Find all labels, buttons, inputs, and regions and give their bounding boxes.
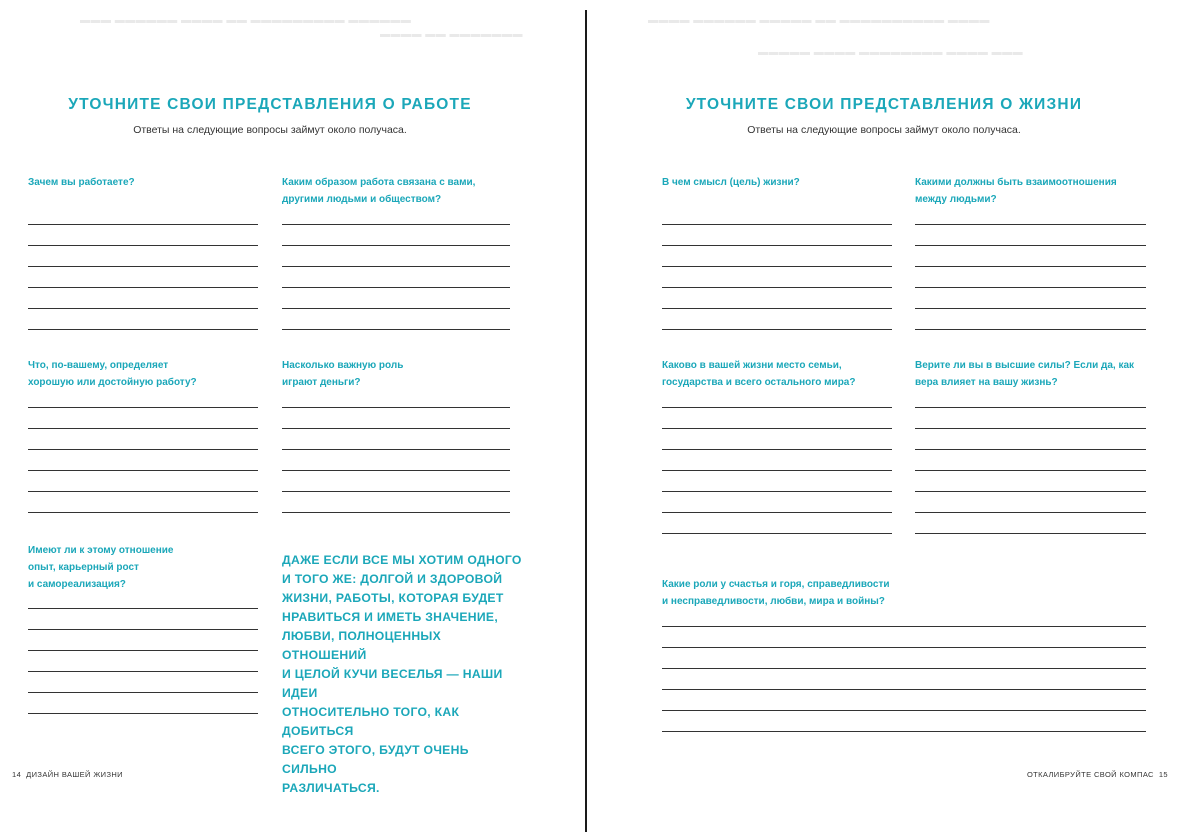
question-line: другими людьми и обществом?: [282, 194, 442, 205]
question-money-role: [282, 357, 522, 391]
page-subtitle: Ответы на следующие вопросы займут около получаса.: [747, 124, 1021, 136]
left-footer: [12, 770, 123, 779]
answer-lines[interactable]: [282, 407, 510, 533]
question-line: хорошую или достойную работу?: [28, 377, 197, 388]
question-line: Имеют ли к этому отношение: [28, 545, 174, 556]
quote-line: ЖИЗНИ, РАБОТЫ, КОТОРАЯ БУДЕТ: [282, 591, 504, 605]
question-line: Насколько важную роль: [282, 360, 404, 371]
answer-lines[interactable]: [662, 407, 892, 554]
page-title: УТОЧНИТЕ СВОИ ПРЕДСТАВЛЕНИЯ О ЖИЗНИ: [685, 96, 1083, 113]
question-relationships: [915, 174, 1165, 208]
question-line: и несправедливости, любви, мира и войны?: [662, 596, 885, 607]
question-line: Каким образом работа связана с вами,: [282, 177, 476, 188]
show-through-text: ▬▬▬▬ ▬▬ ▬▬▬▬▬▬▬: [380, 29, 524, 40]
answer-lines[interactable]: [282, 224, 510, 350]
quote-line: ВСЕГО ЭТОГО, БУДУТ ОЧЕНЬ СИЛЬНО: [282, 743, 469, 776]
question-line: между людьми?: [915, 194, 997, 205]
page-number: 15: [1158, 770, 1168, 779]
show-through-text: ▬▬▬▬ ▬▬▬▬▬▬ ▬▬▬▬▬ ▬▬ ▬▬▬▬▬▬▬▬▬▬ ▬▬▬▬: [648, 15, 990, 26]
question-line: В чем смысл (цель) жизни?: [662, 177, 800, 188]
answer-lines[interactable]: [915, 407, 1146, 554]
answer-lines[interactable]: [28, 608, 258, 734]
answer-lines[interactable]: [662, 626, 1146, 752]
question-line: опыт, карьерный рост: [28, 562, 139, 573]
quote-line: ЛЮБВИ, ПОЛНОЦЕННЫХ ОТНОШЕНИЙ: [282, 629, 442, 662]
question-work-why: [28, 174, 258, 191]
right-page: [588, 0, 1180, 832]
quote-line: РАЗЛИЧАТЬСЯ.: [282, 781, 380, 795]
page-number: 14: [12, 770, 22, 779]
answer-lines[interactable]: [915, 224, 1146, 350]
question-higher-powers: [915, 357, 1170, 391]
quote-line: И ЦЕЛОЙ КУЧИ ВЕСЕЛЬЯ — НАШИ ИДЕИ: [282, 667, 503, 700]
quote-line: И ТОГО ЖЕ: ДОЛГОЙ И ЗДОРОВОЙ: [282, 572, 503, 586]
question-family-state: [662, 357, 902, 391]
book-spine: [585, 10, 587, 832]
question-good-work: [28, 357, 258, 391]
question-line: и самореализация?: [28, 579, 126, 590]
question-line: вера влияет на вашу жизнь?: [915, 377, 1058, 388]
question-line: Каково в вашей жизни место семьи,: [662, 360, 842, 371]
answer-lines[interactable]: [28, 224, 258, 350]
pull-quote: [282, 551, 522, 798]
left-page: [0, 0, 585, 832]
question-experience: [28, 542, 258, 593]
question-line: Зачем вы работаете?: [28, 177, 135, 188]
running-head: ДИЗАЙН ВАШЕЙ ЖИЗНИ: [26, 770, 123, 779]
show-through-text: ▬▬▬ ▬▬▬▬▬▬ ▬▬▬▬ ▬▬ ▬▬▬▬▬▬▬▬▬ ▬▬▬▬▬▬: [80, 15, 412, 26]
running-head: ОТКАЛИБРУЙТЕ СВОЙ КОМПАС: [1026, 770, 1154, 779]
question-line: Какие роли у счастья и горя, справедливости: [662, 579, 890, 590]
quote-line: ДАЖЕ ЕСЛИ ВСЕ МЫ ХОТИМ ОДНОГО: [282, 553, 522, 567]
answer-lines[interactable]: [28, 407, 258, 533]
question-line: Какими должны быть взаимоотношения: [915, 177, 1117, 188]
question-line: играют деньги?: [282, 377, 361, 388]
right-footer: [1027, 770, 1168, 779]
show-through-text: ▬▬▬▬▬ ▬▬▬▬ ▬▬▬▬▬▬▬▬ ▬▬▬▬ ▬▬▬: [758, 47, 1024, 58]
answer-lines[interactable]: [662, 224, 892, 350]
page-subtitle: Ответы на следующие вопросы займут около получаса.: [133, 124, 407, 136]
page-title: УТОЧНИТЕ СВОИ ПРЕДСТАВЛЕНИЯ О РАБОТЕ: [68, 96, 472, 113]
question-happiness-roles: [662, 576, 962, 610]
quote-line: НРАВИТЬСЯ И ИМЕТЬ ЗНАЧЕНИЕ,: [282, 610, 499, 624]
question-life-meaning: [662, 174, 892, 191]
question-line: государства и всего остального мира?: [662, 377, 856, 388]
quote-line: ОТНОСИТЕЛЬНО ТОГО, КАК ДОБИТЬСЯ: [282, 705, 460, 738]
question-line: Верите ли вы в высшие силы? Если да, как: [915, 360, 1135, 371]
question-work-relation: [282, 174, 522, 208]
question-line: Что, по-вашему, определяет: [28, 360, 169, 371]
